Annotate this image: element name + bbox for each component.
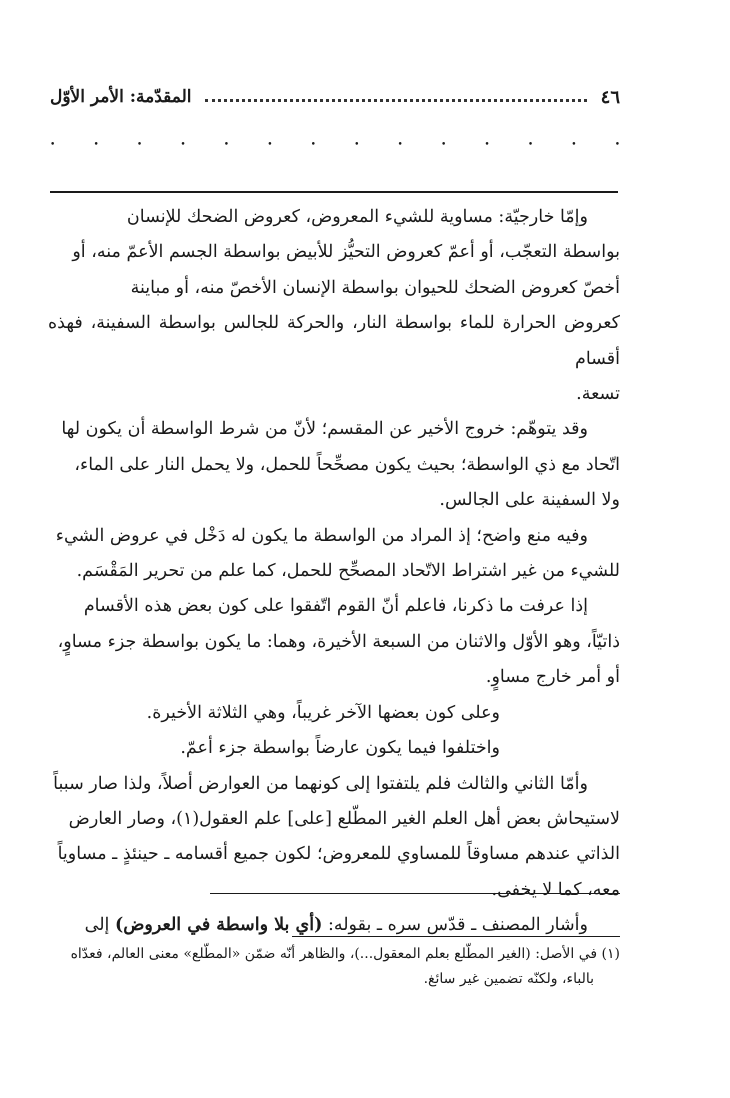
- text-line: الذاتي عندهم مساوقاً للمساوي للمعروض؛ لكون جميع أقسامه ـ حينئذٍ ـ مساوياً: [57, 844, 620, 865]
- text-line: إذا عرفت ما ذكرنا، فاعلم أنّ القوم اتّفقوا على كون بعض هذه الأقسام: [83, 596, 588, 617]
- ellipsis-dot: •: [136, 140, 143, 150]
- text-line: للشيء من غير اشتراط الاتّحاد المصحِّح للحمل، كما علم من تحرير المَقْسَم.: [76, 561, 620, 582]
- ellipsis-dot: •: [310, 140, 316, 150]
- footnote-line: بالباء، ولكنّه تضمين غير سائغ.: [423, 971, 594, 987]
- last-line-tail: إلى: [84, 915, 110, 936]
- last-line-text: وأشار المصنف ـ قدّس سره ـ بقوله:: [327, 915, 588, 936]
- ellipsis-dot: •: [527, 140, 534, 150]
- running-header: [50, 84, 620, 110]
- dot-leader: [205, 99, 586, 102]
- ellipsis-dot: •: [223, 140, 230, 150]
- text-line: واختلفوا فيما يكون عارضاً بواسطة جزء أعمّ.: [180, 738, 500, 759]
- footnote: [48, 942, 620, 992]
- text-line: ولا السفينة على الجالس.: [439, 490, 620, 511]
- ellipsis-dots-row: [50, 140, 620, 150]
- page-number: ٤٦: [600, 86, 620, 108]
- text-line: وإمّا خارجيّة: مساوية للشيء المعروض، كعروض الضحك للإنسان: [126, 207, 588, 227]
- footnote-line: (١) في الأصل: (الغير المطّلع بعلم المعقول...)، والظاهر أنّه ضمّن «المطّلع» معنى العالم، فعدّاه: [70, 946, 620, 962]
- body-text: [48, 200, 620, 944]
- text-line: وقد يتوهّم: خروج الأخير عن المقسم؛ لأنّ من شرط الواسطة أن يكون لها: [61, 419, 588, 440]
- text-line: ذاتيّاً، وهو الأوّل والاثنان من السبعة الأخيرة، وهما: ما يكون بواسطة جزء مساوٍ،: [57, 631, 620, 652]
- running-title: المقدّمة: الأمر الأوّل: [50, 87, 192, 107]
- ellipsis-dot: •: [354, 140, 360, 150]
- text-line: بواسطة التعجّب، أو أعمّ كعروض التحيُّز للأبيض بواسطة الجسم الأعمّ منه، أو: [72, 242, 620, 263]
- ellipsis-dot: •: [267, 140, 273, 150]
- top-divider: [50, 191, 618, 193]
- text-line: أو أمر خارج مساوٍ.: [485, 667, 620, 688]
- bold-quotation: (أي بلا واسطة في العروض): [114, 915, 323, 936]
- text-line: تسعة.: [576, 384, 620, 405]
- text-line: كعروض الحرارة للماء بواسطة النار، والحركة للجالس بواسطة السفينة، فهذه أقسام: [48, 313, 620, 369]
- ellipsis-dot: •: [93, 140, 99, 150]
- text-line: لاستيحاش بعض أهل العلم الغير المطّلع [على] علم العقول(١)، وصار العارض: [68, 808, 620, 829]
- text-line: وفيه منع واضح؛ إذ المراد من الواسطة ما يكون له دَخْل في عروض الشيء: [55, 525, 588, 546]
- text-line: معه، كما لا يخفى.: [491, 879, 620, 900]
- text-line: اتّحاد مع ذي الواسطة؛ بحيث يكون مصحِّحاً للحمل، ولا يحمل النار على الماء،: [74, 454, 620, 475]
- ellipsis-dot: •: [484, 140, 490, 150]
- underline-rule: [210, 893, 620, 894]
- ellipsis-dot: •: [397, 140, 403, 150]
- text-line: أخصّ كعروض الضحك للحيوان بواسطة الإنسان الأخصّ منه، أو مباينة: [130, 277, 620, 298]
- ellipsis-dot: •: [50, 140, 56, 150]
- footnote-divider: [292, 936, 620, 937]
- text-line: وعلى كون بعضها الآخر غريباً، وهي الثلاثة الأخيرة.: [146, 702, 500, 723]
- text-line-last: [48, 908, 620, 943]
- ellipsis-dot: •: [440, 140, 447, 150]
- ellipsis-dot: •: [180, 140, 186, 150]
- ellipsis-dot: •: [571, 140, 577, 150]
- text-line: وأمّا الثاني والثالث فلم يلتفتوا إلى كونهما من العوارض أصلاً، ولذا صار سبباً: [53, 773, 588, 794]
- ellipsis-dot: •: [614, 140, 620, 150]
